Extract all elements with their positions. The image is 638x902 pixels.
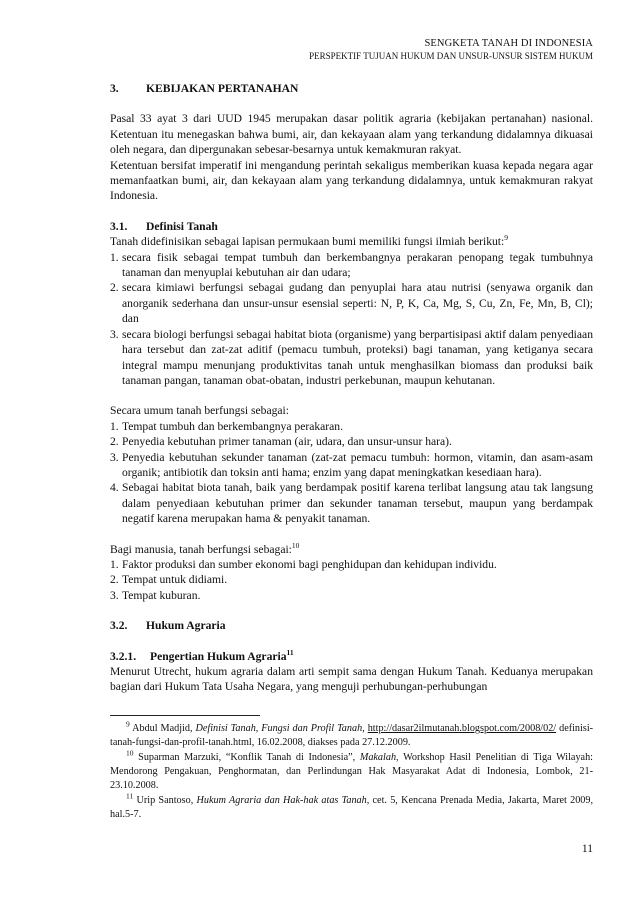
section-number: 3.2.1. bbox=[110, 649, 137, 663]
list-item: 4. Sebagai habitat biota tanah, baik yang berdampak positif karena terlibat langsung atau tak langsung dalam penyediaan kebutuhan primer dan sekunder tanaman tersebut, maupun yang berdampak negatif karena merupakan hama & penyakit tanaman. bbox=[110, 481, 593, 526]
section-3-heading bbox=[110, 81, 593, 96]
header-subtitle: PERSPEKTIF TUJUAN HUKUM DAN UNSUR-UNSUR SISTEM HUKUM bbox=[309, 51, 593, 61]
list-item: 1. Tempat tumbuh dan berkembangnya perakaran. bbox=[110, 419, 343, 433]
section-number: 3.1. bbox=[110, 219, 128, 233]
footnotes bbox=[110, 719, 594, 823]
footnote-ref[interactable]: 10 bbox=[291, 540, 300, 550]
section-title: KEBIJAKAN PERTANAHAN bbox=[146, 82, 299, 95]
header-title: SENGKETA TANAH DI INDONESIA bbox=[424, 38, 593, 49]
footnote-link[interactable]: http://dasar2ilmutanah.blogspot.com/2008/02/ bbox=[367, 723, 557, 734]
page-body bbox=[110, 73, 593, 695]
list-item: 1. Faktor produksi dan sumber ekonomi bagi penghidupan dan kehidupan individu. bbox=[110, 557, 497, 571]
footnote-divider bbox=[110, 715, 260, 716]
section-3-1-heading bbox=[110, 219, 593, 234]
human-functions-intro: Bagi manusia, tanah berfungsi sebagai:$^{10}$ bbox=[110, 540, 300, 556]
section-3-2-1-paragraph: Menurut Utrecht, hukum agraria dalam arti sempit sama dengan Hukum Tanah. Keduanya merupakan bagian dari Hukum Tata Usaha Negara, yang menguji perhubungan-perhubungan bbox=[110, 665, 593, 694]
section-title: Pengertian Hukum Agraria bbox=[150, 649, 287, 663]
section-3-2-1-heading bbox=[110, 649, 593, 664]
footnote-11: $^{11}$ Urip Santoso, Hukum Agraria dan Hak-hak atas Tanah, cet. 5, Kencana Prenada Media, Jakarta, Maret 2009, hal.5-7. bbox=[110, 791, 594, 820]
section-3-paragraph-2: Ketentuan bersifat imperatif ini mengandung perintah sekaligus memberikan kuasa kepada negara agar memanfaatkan bumi, air, dan kekayaan alam yang terkandung didalamnya, untuk kemakmuran rakyat Indonesia. bbox=[110, 158, 593, 203]
soil-functions-list bbox=[110, 250, 593, 389]
general-functions-intro: Secara umum tanah berfungsi sebagai: bbox=[110, 404, 289, 418]
list-item: 3. Penyedia kebutuhan sekunder tanaman (zat-zat pemacu tumbuh: hormon, vitamin, dan asam-asam organik; antibiotik dan toksin anti hama; enzim yang dapat meningkatkan kesediaan hara). bbox=[110, 450, 593, 479]
human-functions-list bbox=[110, 557, 593, 603]
section-title: Definisi Tanah bbox=[146, 219, 218, 233]
section-number: 3. bbox=[110, 82, 119, 95]
definition-intro: Tanah didefinisikan sebagai lapisan permukaan bumi memiliki fungsi ilmiah berikut:$^9$ bbox=[110, 233, 508, 249]
running-header bbox=[309, 38, 593, 61]
section-number: 3.2. bbox=[110, 619, 128, 633]
footnote-9: $^9$ Abdul Madjid, Definisi Tanah, Fungsi dan Profil Tanah, http://dasar2ilmutanah.blogspot.com/2008/02/ definisi-tanah-fungsi-dan-profil-tanah.html, 16.02.2008, diakses pada 27.12.2009. bbox=[110, 719, 594, 748]
list-item: 2. secara kimiawi berfungsi sebagai gudang dan penyuplai hara atau nutrisi (senyawa organik dan anorganik sederhana dan unsur-unsur esensial seperti: N, P, K, Ca, Mg, S, Cu, Zn, Fe, Mn, B, Cl); dan bbox=[110, 281, 593, 326]
list-item: 3. secara biologi berfungsi sebagai habitat biota (organisme) yang berpartisipasi aktif dalam penyediaan hara tersebut dan zat-zat aditif (pemacu tumbuh, proteksi) bagi tanaman, yang ketiganya secara integral mampu menunjang produktivitas tanah untuk menghasilkan biomass dan produksi baik tanaman pangan, tanaman obat-obatan, industri perkebunan, maupun kehutanan. bbox=[110, 327, 593, 387]
list-item: 1. secara fisik sebagai tempat tumbuh dan berkembangnya perakaran penopang tegak tumbuhnya tanaman dan menyuplai kebutuhan air dan udara; bbox=[110, 250, 593, 280]
list-item: 3. Tempat kuburan. bbox=[110, 588, 201, 602]
footnote-ref[interactable]: 11 bbox=[286, 647, 294, 657]
section-3-paragraph-1: Pasal 33 ayat 3 dari UUD 1945 merupakan dasar politik agraria (kebijakan pertanahan) nasional. Ketentuan itu menegaskan bahwa bumi, air, dan kekayaan alam yang terkandung didalamnya dikuasai oleh negara, dan dipergunakan sebesar-besarnya untuk kemakmuran rakyat. bbox=[110, 112, 593, 157]
list-item: 2. Penyedia kebutuhan primer tanaman (air, udara, dan unsur-unsur hara). bbox=[110, 435, 452, 449]
section-title: Hukum Agraria bbox=[146, 619, 226, 633]
general-functions-list bbox=[110, 419, 593, 527]
page-number: 11 bbox=[581, 843, 593, 855]
list-item: 2. Tempat untuk didiami. bbox=[110, 573, 228, 587]
section-3-2-heading bbox=[110, 618, 593, 633]
footnote-10: $^{10}$ Suparman Marzuki, “Konflik Tanah di Indonesia”, Makalah, Workshop Hasil Penelitian di Tiga Wilayah: Mendorong Pengakuan, Penghormatan, dan Perlindungan Hak Masyarakat Adat di Indonesia, Lombok, 21-23.10.2008. bbox=[110, 748, 593, 791]
footnote-ref[interactable]: 9 bbox=[504, 233, 508, 243]
